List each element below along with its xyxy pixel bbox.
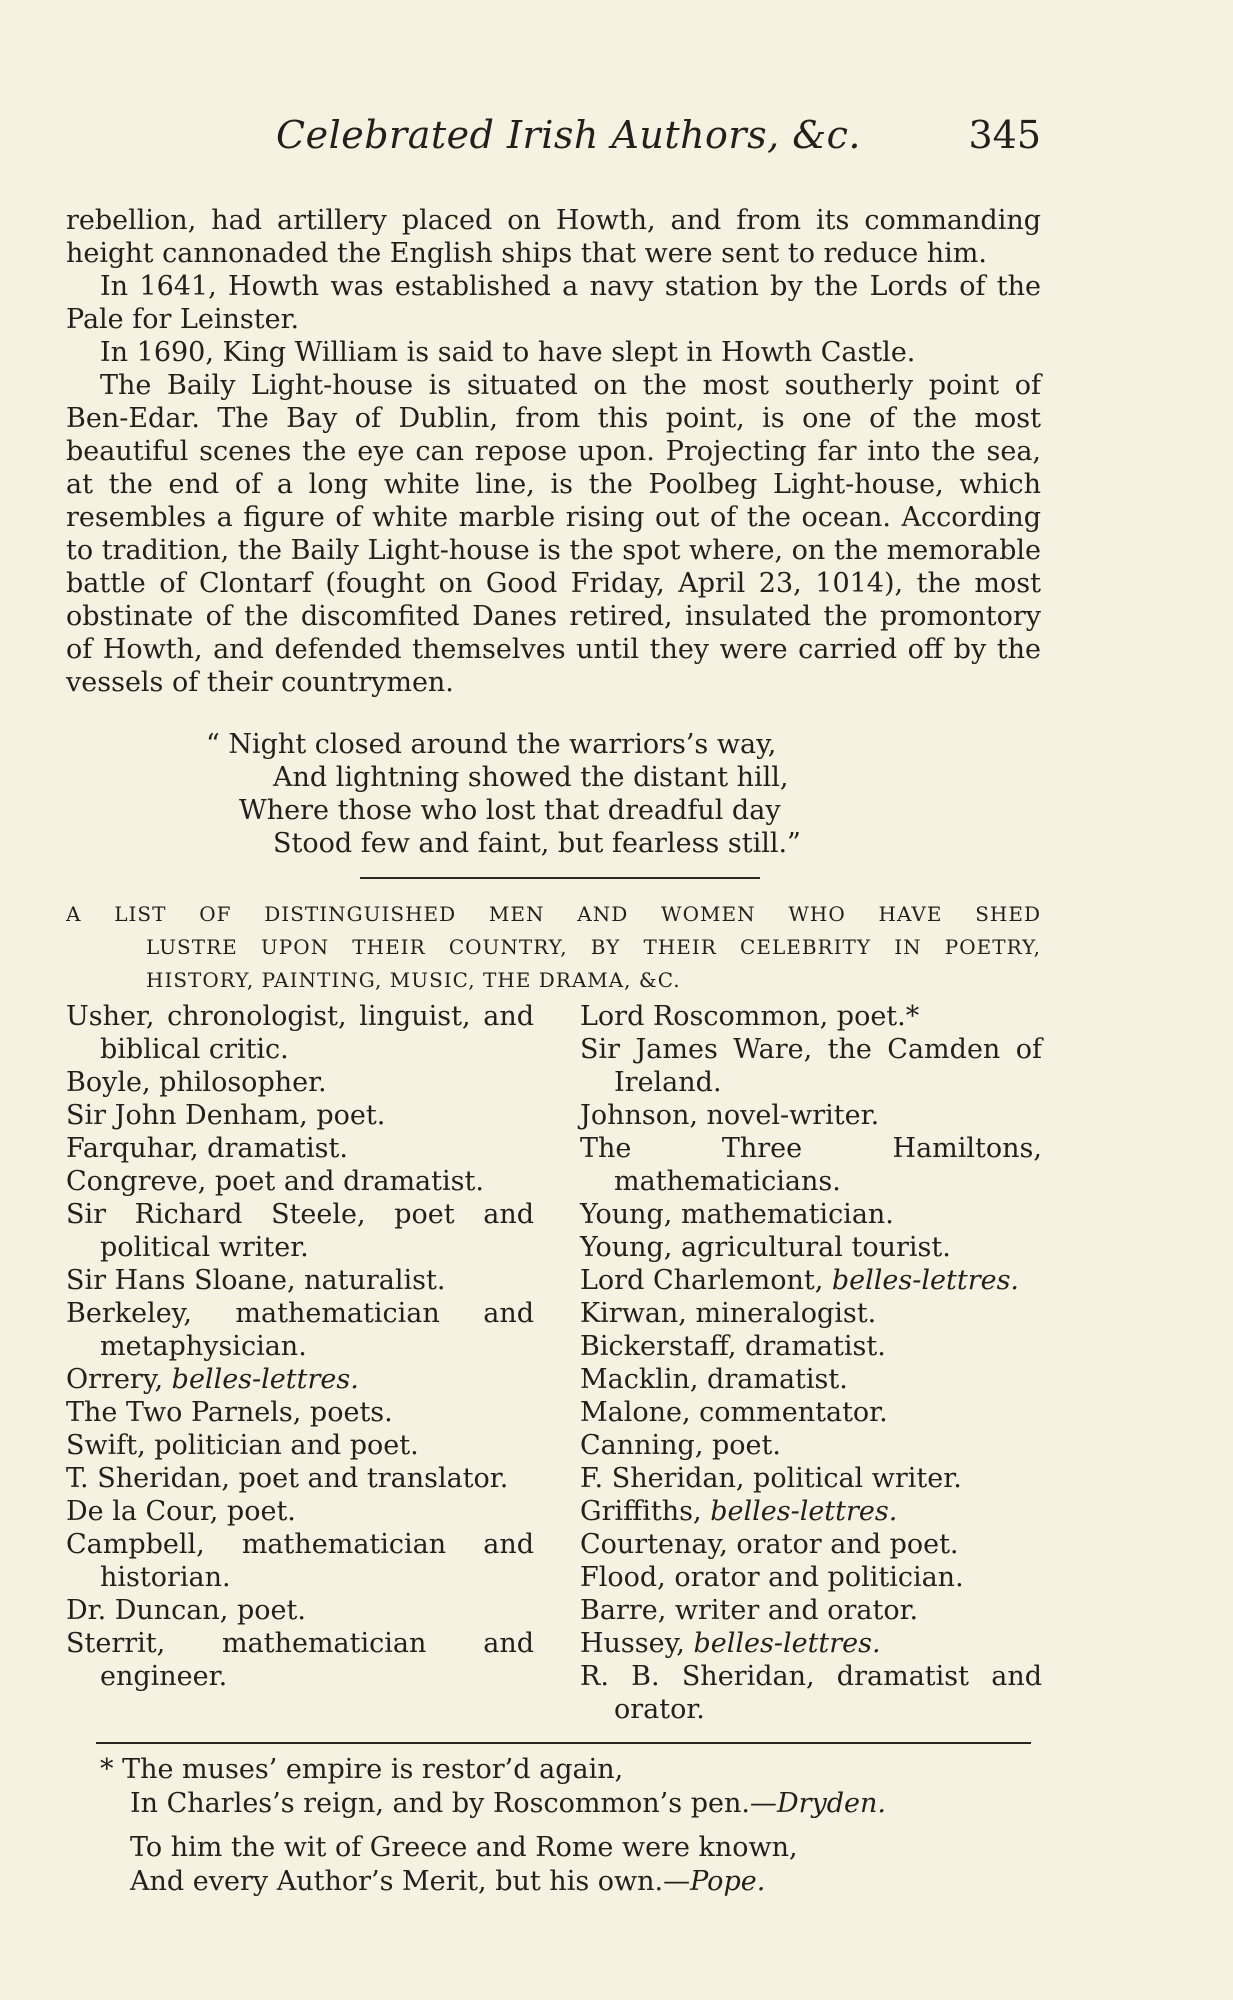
author-entry-text: The Three Hamiltons, mathematicians. (580, 1133, 1042, 1197)
footnote-text: And every Author’s Merit, but his own.— (130, 1866, 691, 1897)
author-entry (580, 1033, 1042, 1099)
author-entry-text: Flood, orator and politician. (580, 1562, 964, 1593)
footnote-author: Dryden. (776, 1788, 886, 1819)
author-entry-text: Berkeley, mathematician and metaphysician. (66, 1298, 534, 1362)
author-entry-text: T. Sheridan, poet and translator. (66, 1463, 509, 1494)
author-entry-text: Congreve, poet and dramatist. (66, 1166, 484, 1197)
author-entry-text: Young, mathematician. (580, 1199, 894, 1230)
author-entry-text: Lord Roscommon, poet.* (580, 1001, 920, 1032)
author-entry (66, 1528, 534, 1594)
author-entry (66, 1198, 534, 1264)
author-entry-italic: belles-lettres. (171, 1364, 359, 1395)
author-entry-text: Usher, chronologist, linguist, and biblical critic. (66, 1001, 534, 1065)
author-entry-text: Barre, writer and orator. (580, 1595, 919, 1626)
author-entry-text: Courtenay, orator and poet. (580, 1529, 959, 1560)
author-entry (580, 1198, 1042, 1231)
author-entry (66, 1099, 534, 1132)
authors-left-column (66, 1000, 534, 1693)
author-entry (580, 1231, 1042, 1264)
footnote-line: To him the wit of Greece and Rome were known, (130, 1832, 798, 1863)
author-entry-italic: belles-lettres. (693, 1628, 881, 1659)
author-entry-text: Macklin, dramatist. (580, 1364, 848, 1395)
author-entry-text: Sir James Ware, the Camden of Ireland. (580, 1034, 1042, 1098)
author-entry-text: Lord Charlemont, (580, 1265, 832, 1296)
poem-line: Stood few and faint, but fearless still.” (273, 828, 801, 859)
running-title: Celebrated Irish Authors, &c. (276, 113, 861, 157)
author-entry-text: Bickerstaff, dramatist. (580, 1331, 886, 1362)
list-heading-line: LUSTRE UPON THEIR COUNTRY, BY THEIR CELEBRITY IN POETRY, (146, 935, 1041, 959)
author-entry (580, 1627, 1042, 1660)
paragraph: rebellion, had artillery placed on Howth, and from its commanding height cannonaded the English ships that were sent to reduce him. (66, 205, 1041, 269)
author-entry-text: Farquhar, dramatist. (66, 1133, 348, 1164)
author-entry-text: De la Cour, poet. (66, 1496, 296, 1527)
author-entry-text: Sir Hans Sloane, naturalist. (66, 1265, 446, 1296)
author-entry-text: F. Sheridan, political writer. (580, 1463, 962, 1494)
author-entry (580, 1000, 1042, 1033)
author-entry (580, 1396, 1042, 1429)
poem-line: And lightning showed the distant hill, (273, 762, 789, 793)
author-entry (66, 1297, 534, 1363)
paragraph: In 1690, King William is said to have slept in Howth Castle. (100, 337, 916, 368)
page-number: 345 (968, 113, 1041, 157)
author-entry (580, 1330, 1042, 1363)
list-heading (66, 898, 1041, 997)
author-entry-text: Dr. Duncan, poet. (66, 1595, 306, 1626)
list-heading-line: A LIST OF DISTINGUISHED MEN AND WOMEN WHO HAVE SHED (66, 902, 1041, 926)
author-entry-text: Hussey, (580, 1628, 694, 1659)
author-entry (580, 1264, 1042, 1297)
footnote-text: In Charles’s reign, and by Roscommon’s pen.— (130, 1788, 777, 1819)
author-entry-text: R. B. Sheridan, dramatist and orator. (580, 1661, 1042, 1725)
author-entry (66, 1396, 534, 1429)
author-entry-italic: belles-lettres. (831, 1265, 1020, 1296)
author-entry (66, 1165, 534, 1198)
author-entry-text: Boyle, philosopher. (66, 1067, 327, 1098)
body-text (66, 204, 1041, 699)
author-entry (580, 1132, 1042, 1198)
author-entry (66, 1495, 534, 1528)
author-entry (66, 1132, 534, 1165)
paragraph: In 1641, Howth was established a navy station by the Lords of the Pale for Leinster. (66, 271, 1041, 335)
author-entry-text: Sir John Denham, poet. (66, 1100, 386, 1131)
author-entry (66, 1066, 534, 1099)
footnote-line (130, 1787, 1030, 1821)
list-heading-line: HISTORY, PAINTING, MUSIC, THE DRAMA, &C. (146, 968, 681, 992)
author-entry (66, 1363, 534, 1396)
footnote (100, 1753, 1030, 1899)
author-entry (66, 1594, 534, 1627)
author-entry (580, 1099, 1042, 1132)
author-entry-text: Young, agricultural tourist. (580, 1232, 951, 1263)
author-entry-text: Sterrit, mathematician and engineer. (66, 1628, 534, 1692)
footnote-divider (96, 1742, 1031, 1744)
section-divider (360, 877, 760, 879)
authors-right-column (580, 1000, 1042, 1726)
footnote-line: * The muses’ empire is restor’d again, (100, 1754, 624, 1785)
author-entry (66, 1627, 534, 1693)
author-entry (580, 1561, 1042, 1594)
paragraph: The Baily Light-house is situated on the most southerly point of Ben-Edar. The Bay of Dublin, from this point, is one of the most beautiful scenes the eye can repose upon. Projecting far into the sea, at the end of a long white line, is the Poolbeg Light-house, which resembles a figure of white marble rising out of the ocean. According to tradition, the Baily Light-house is the spot where, on the memorable battle of Clontarf (fought on Good Friday, April 23, 1014), the most obstinate of the discomfited Danes retired, insulated the promontory of Howth, and defended themselves until they were carried off by the vessels of their countrymen. (66, 370, 1041, 698)
author-entry (580, 1594, 1042, 1627)
author-entry (580, 1495, 1042, 1528)
author-entry-text: The Two Parnels, poets. (66, 1397, 393, 1428)
author-entry-text: Kirwan, mineralogist. (580, 1298, 877, 1329)
footnote-author: Pope. (690, 1866, 766, 1897)
author-entry-text: Griffiths, (580, 1496, 711, 1527)
author-entry-text: Johnson, novel-writer. (580, 1100, 880, 1131)
author-entry (580, 1462, 1042, 1495)
author-entry (66, 1462, 534, 1495)
author-entry (66, 1429, 534, 1462)
footnote-line (130, 1865, 1030, 1899)
author-entry-text: Swift, politician and poet. (66, 1430, 419, 1461)
author-entry-text: Malone, commentator. (580, 1397, 888, 1428)
poem-line: Where those who lost that dreadful day (239, 795, 781, 826)
author-entry-text: Campbell, mathematician and historian. (66, 1529, 534, 1593)
author-entry (66, 1000, 534, 1066)
author-entry (66, 1264, 534, 1297)
author-entry-italic: belles-lettres. (710, 1496, 898, 1527)
author-entry (580, 1660, 1042, 1726)
author-entry-text: Orrery, (66, 1364, 172, 1395)
author-entry (580, 1429, 1042, 1462)
author-entry (580, 1297, 1042, 1330)
author-entry-text: Canning, poet. (580, 1430, 781, 1461)
author-entry (580, 1363, 1042, 1396)
author-entry (580, 1528, 1042, 1561)
author-entry-text: Sir Richard Steele, poet and political writer. (66, 1199, 534, 1263)
poem-line: “ Night closed around the warriors’s way, (206, 729, 777, 760)
